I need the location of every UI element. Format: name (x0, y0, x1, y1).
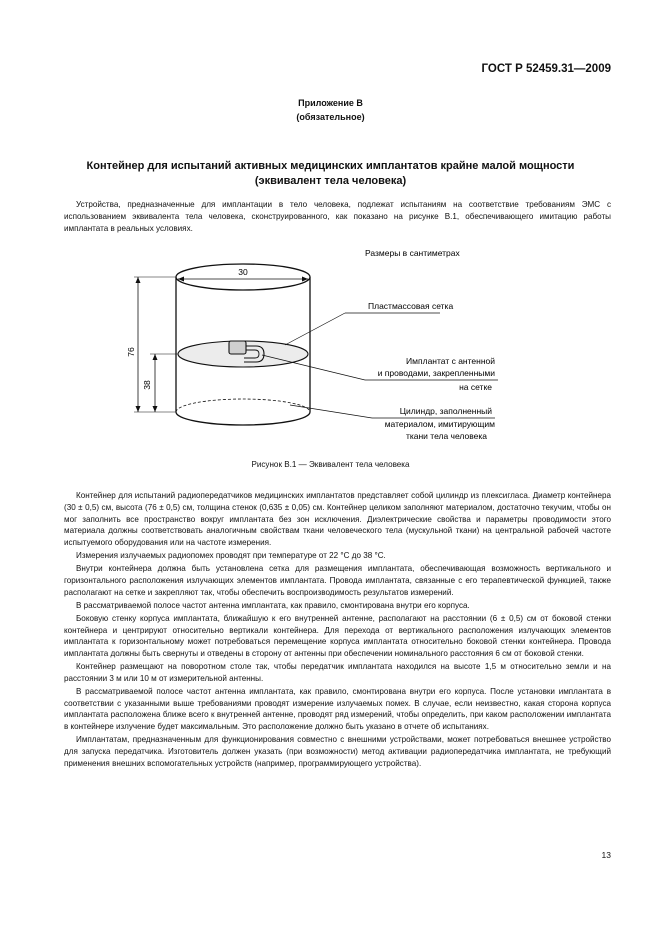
grid-label: Пластмассовая сетка (368, 301, 454, 311)
cylinder-bottom-front (176, 412, 310, 425)
intro-block (64, 199, 611, 234)
body-paragraph: Внутри контейнера должна быть установлена сетка для размещения имплантата, обеспечивающая возможность вертикального и горизонтального расположения излучающих элементов имплантата. Провода имплантата, связанные с его терапевтической функцией, также располагают на сетке и закрепляют так, чтобы обеспечить воспроизводимость результатов измерений. (64, 564, 611, 597)
implant-label-line-1: Имплантат с антенной (406, 356, 495, 366)
grid-height-value: 38 (142, 380, 152, 390)
cylinder-leader-line (290, 405, 372, 418)
intro-paragraph: Устройства, предназначенные для имплантации в тело человека, подлежат испытаниям на соответствие требованиям ЭМС с использованием эквивалента тела человека, сконструированного, как показано на рисунке В.1, обеспечивающего имитацию работы имплантата в реальных условиях. (64, 200, 611, 233)
cylinder-bottom-back (176, 399, 310, 412)
figure-b1-body-equivalent (120, 240, 500, 450)
standard-designation: ГОСТ Р 52459.31—2009 (481, 63, 611, 75)
section-title (50, 159, 611, 189)
figure-caption: Рисунок В.1 — Эквивалент тела человека (251, 460, 410, 469)
cylinder-label-line-2: материалом, имитирующим (384, 419, 495, 429)
page-number: 13 (601, 850, 611, 860)
body-paragraph: Боковую стенку корпуса имплантата, ближайшую к его внутренней антенне, располагают на расстоянии (6 ± 0,5) см от боковой стенки контейнера и центрируют относительно вертикали контейнера. Для перехода от вертикального расположения излучающих элементов имплантата к горизонтальному может потребоваться перемещение корпуса имплантата относительно боковой стенки контейнера. Провода имплантата должны быть свернуты и отведены в сторону от антенны при обеспечении номинального расстояния 6 см от боковой стенки. (64, 613, 611, 659)
figure-units-label: Размеры в сантиметрах (365, 248, 460, 258)
section-title-line-2: (эквивалент тела человека) (254, 175, 407, 187)
appendix-title: Приложение В (298, 98, 363, 108)
body-paragraph: Контейнер для испытаний радиопередатчиков медицинских имплантатов представляет собой цилиндр из плексигласа. Диаметр контейнера (30 ± 0,5) см, высота (76 ± 0,5) см, толщина стенок (0,635 ± 0,05) см. Контейнер целиком заполняют материалом, достаточно текучим, чтобы он мог заполнить все пространство вокруг имплантата без зон исключения. Диэлектрические свойства и параметры проводимости этого материала должны соответствовать аналогичным свойствам ткани человеческого тела (мускульной ткани) на центральной рабочей частоте испытуемого оборудования или на частоте измерения. (64, 491, 611, 548)
implant-label-line-3: на сетке (459, 382, 492, 392)
body-paragraph: Измерения излучаемых радиопомех проводят при температуре от 22 °С до 38 °С. (76, 551, 386, 561)
height-value: 76 (126, 347, 136, 357)
cylinder-label-line-3: ткани тела человека (405, 431, 487, 441)
section-title-line-1: Контейнер для испытаний активных медицинских имплантатов крайне малой мощности (86, 160, 575, 172)
body-paragraph: Контейнер размещают на поворотном столе так, чтобы передатчик имплантата находился на высоте 1,5 м относительно земли и на расстоянии 3 м или 10 м от измерительной антенны. (64, 662, 611, 683)
body-text (64, 490, 611, 770)
implant-leader-line (262, 355, 365, 380)
body-paragraph: В рассматриваемой полосе частот антенна имплантата, как правило, смонтирована внутри его корпуса. (76, 600, 470, 610)
body-paragraph: В рассматриваемой полосе частот антенна имплантата, как правило, смонтирована внутри его корпуса. После установки имплантата в соответствии с указанными выше требованиями проводят измерение излучаемых помех. В случае, если неизвестно, какая сторона корпуса имплантата расположена ближе всего к внутренней антенне, проводят ряд измерений, чтобы определить, при каком расположении имплантата в контейнере излучение будет максимальным. Это расположение должно быть указано в отчете об испытаниях. (64, 686, 611, 732)
appendix-status: (обязательное) (296, 112, 365, 122)
cylinder-label-line-1: Цилиндр, заполненный (399, 406, 492, 416)
appendix-heading (0, 96, 661, 124)
implant-label-line-2: и проводами, закрепленными (377, 368, 495, 378)
grid-leader-line (285, 313, 345, 345)
diameter-value: 30 (238, 267, 248, 277)
body-paragraph: Имплантатам, предназначенным для функционирования совместно с внешними устройствами, может потребоваться внешнее устройство для запуска передатчика. Изготовитель должен указать (при возможности) метод активации радиопередатчика имплантата, не требующий применения внешних вспомогательных устройств (например, программирующего устройства). (64, 735, 611, 768)
